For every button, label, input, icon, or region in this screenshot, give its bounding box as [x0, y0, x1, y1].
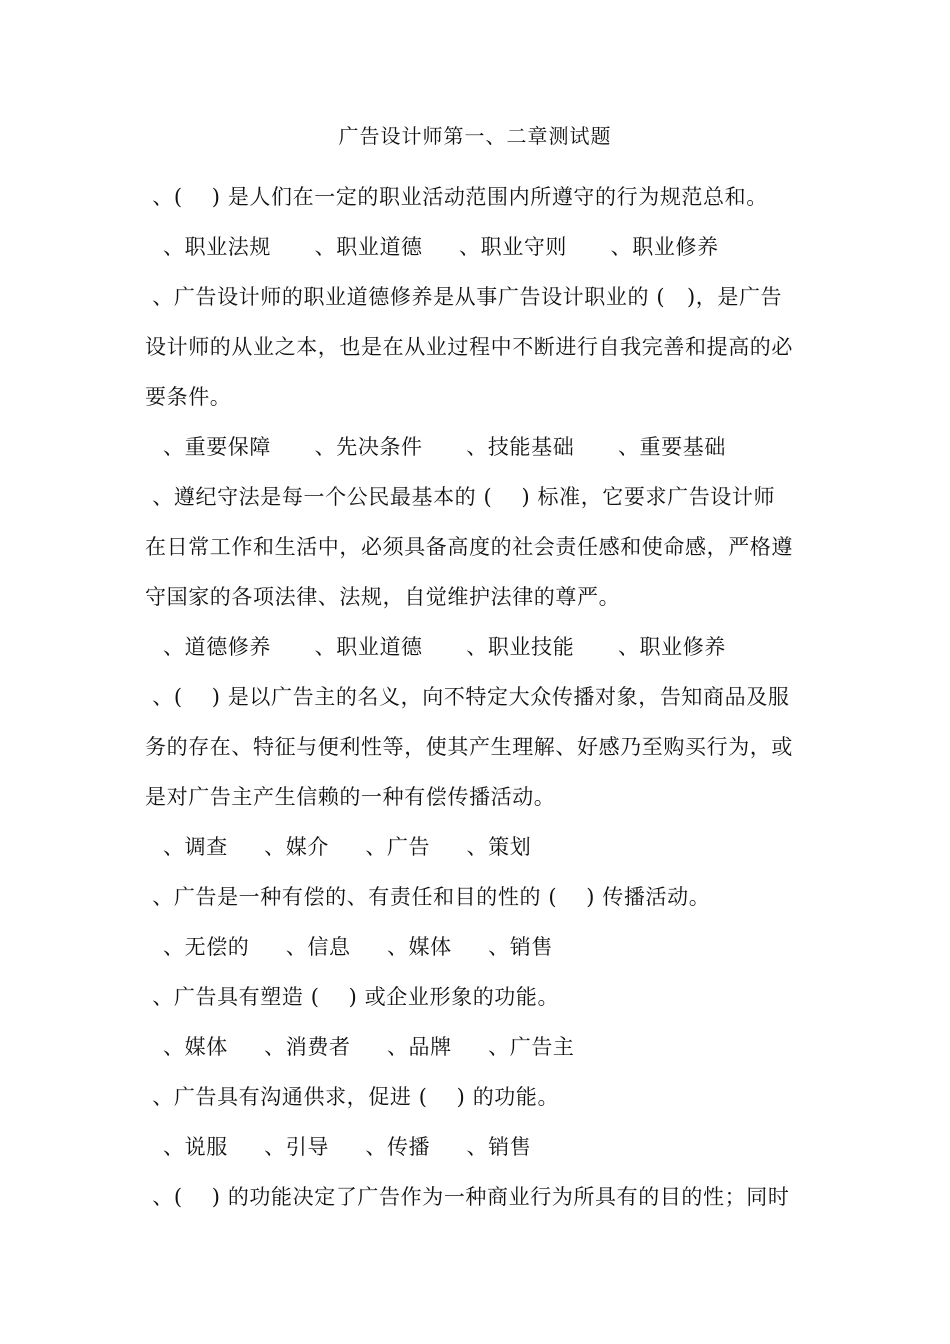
page-title: 广告设计师第一、二章测试题: [338, 124, 612, 148]
answer-options-line: 、道德修养 、职业道德 、职业技能 、职业修养: [163, 635, 726, 659]
answer-options-line: 、职业法规 、职业道德 、职业守则 、职业修养: [163, 235, 719, 259]
answer-options-line: 、无偿的 、信息 、媒体 、销售: [163, 935, 553, 959]
question-text-line: 务的存在、特征与便利性等，使其产生理解、好感乃至购买行为，或: [145, 735, 793, 759]
question-text-line: 要条件。: [145, 385, 232, 409]
question-text-line: 、( ) 的功能决定了广告作为一种商业行为所具有的目的性；同时: [145, 1185, 790, 1209]
question-text-line: 、广告设计师的职业道德修养是从事广告设计职业的 ( )，是广告: [145, 285, 783, 309]
question-text-line: 、( ) 是人们在一定的职业活动范围内所遵守的行为规范总和。: [145, 185, 768, 209]
answer-options-line: 、重要保障 、先决条件 、技能基础 、重要基础: [163, 435, 726, 459]
question-text-line: 在日常工作和生活中，必须具备高度的社会责任感和使命感，严格遵: [145, 535, 793, 559]
question-text-line: 设计师的从业之本，也是在从业过程中不断进行自我完善和提高的必: [145, 335, 793, 359]
question-text-line: 、( ) 是以广告主的名义，向不特定大众传播对象，告知商品及服: [145, 685, 790, 709]
question-text-line: 是对广告主产生信赖的一种有偿传播活动。: [145, 785, 556, 809]
answer-options-line: 、调查 、媒介 、广告 、策划: [163, 835, 532, 859]
question-text-line: 、遵纪守法是每一个公民最基本的 ( ) 标准，它要求广告设计师: [145, 485, 776, 509]
question-text-line: 、广告是一种有偿的、有责任和目的性的 ( ) 传播活动。: [145, 885, 711, 909]
document-body: [145, 172, 810, 1222]
question-text-line: 、广告具有塑造 ( ) 或企业形象的功能。: [145, 985, 560, 1009]
answer-options-line: 、媒体 、消费者 、品牌 、广告主: [163, 1035, 575, 1059]
answer-options-line: 、说服 、引导 、传播 、销售: [163, 1135, 532, 1159]
question-text-line: 守国家的各项法律、法规，自觉维护法律的尊严。: [145, 585, 621, 609]
question-text-line: 、广告具有沟通供求，促进 ( ) 的功能。: [145, 1085, 560, 1109]
